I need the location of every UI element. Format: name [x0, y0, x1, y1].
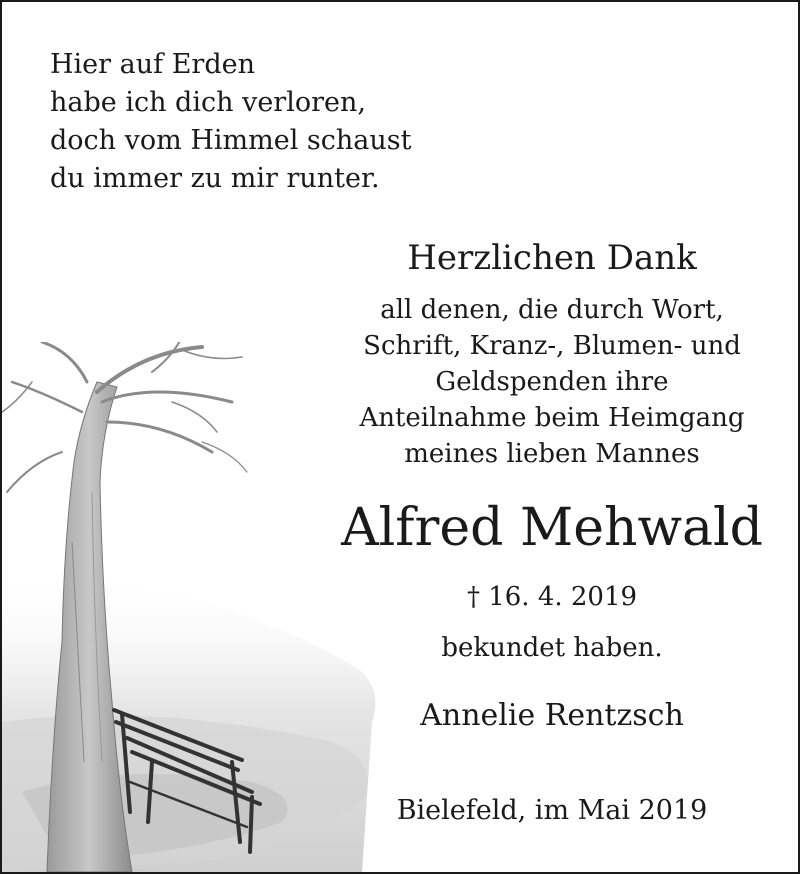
death-date: † 16. 4. 2019	[466, 582, 638, 612]
motto-line: doch vom Himmel schaust	[50, 125, 412, 156]
motto-line: habe ich dich verloren,	[50, 87, 366, 118]
thanks-line: all denen, die durch Wort,	[380, 295, 724, 325]
deceased-name: Alfred Mehwald	[341, 498, 763, 558]
thanks-line: Schrift, Kranz-, Blumen- und	[363, 331, 741, 361]
thanks-line: meines lieben Mannes	[404, 439, 700, 469]
closing-text: bekundet haben.	[441, 633, 663, 663]
motto-verse	[50, 46, 411, 198]
thanks-text	[332, 292, 772, 472]
thanks-heading: Herzlichen Dank	[407, 238, 697, 278]
motto-line: du immer zu mir runter.	[50, 163, 380, 194]
motto-line: Hier auf Erden	[50, 49, 255, 80]
thanks-line: Geldspenden ihre	[435, 367, 669, 397]
thanks-line: Anteilnahme beim Heimgang	[359, 403, 745, 433]
place-date: Bielefeld, im Mai 2019	[396, 795, 708, 826]
signer-name: Annelie Rentzsch	[420, 698, 684, 733]
